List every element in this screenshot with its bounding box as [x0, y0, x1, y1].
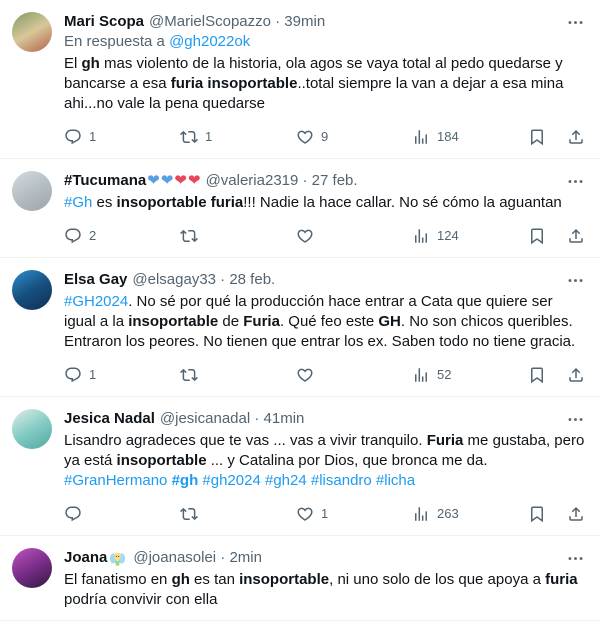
- tweet-text: [64, 54, 585, 114]
- views-count: 263: [437, 506, 459, 521]
- reply-context-text: En respuesta a: [64, 33, 170, 50]
- action-bar: [64, 225, 585, 247]
- display-name: Mari Scopa: [64, 13, 145, 30]
- text-segment: El: [64, 55, 82, 72]
- text-segment: insoportable furia: [116, 194, 244, 211]
- bookmark-share-group: [528, 505, 585, 523]
- views-count: 184: [437, 129, 459, 144]
- like-icon: [296, 128, 314, 146]
- text-segment: es: [92, 194, 117, 211]
- handle-and-time: @elsagay33 · 28 feb.: [132, 271, 276, 288]
- text-segment: , ni uno solo de los que apoya a: [329, 571, 546, 588]
- rt-count: 1: [205, 129, 213, 144]
- tweet-content: [64, 171, 589, 247]
- views-button[interactable]: [412, 505, 528, 523]
- avatar[interactable]: [12, 171, 52, 211]
- heart-emoji: ❤: [174, 172, 187, 189]
- hashtag-link[interactable]: #Gh: [64, 194, 93, 211]
- tweet-header: [64, 409, 585, 429]
- retweet-button[interactable]: [180, 128, 296, 146]
- more-menu-button[interactable]: [558, 13, 585, 32]
- rt-icon: [180, 366, 198, 384]
- handle-and-time: @valeria2319 · 27 feb.: [205, 172, 358, 189]
- text-segment: Furia: [243, 313, 280, 330]
- text-segment: . No son chicos queribles. Entraron los peores. No tienen que entrar los ex. Saben todo no tiene gracia.: [64, 313, 576, 350]
- reply-button[interactable]: [64, 227, 180, 245]
- views-count: 52: [437, 367, 452, 382]
- like-button[interactable]: [296, 366, 412, 384]
- tweet-content: [64, 548, 589, 610]
- tweet-text: [64, 431, 585, 491]
- like-count: 1: [321, 506, 329, 521]
- display-name: Jesica Nadal: [64, 410, 155, 427]
- bookmark-button[interactable]: [528, 366, 546, 384]
- tweet-content: [64, 409, 589, 525]
- tweet-header: [64, 12, 585, 32]
- hashtag-link[interactable]: #GH2024: [64, 293, 129, 310]
- more-menu-button[interactable]: [558, 271, 585, 290]
- display-name: #Tucumana: [64, 172, 147, 189]
- text-segment: gh: [171, 571, 190, 588]
- views-button[interactable]: [412, 128, 528, 146]
- like-button[interactable]: [296, 505, 412, 523]
- reply-count: 1: [89, 367, 97, 382]
- like-icon: [296, 505, 314, 523]
- share-button[interactable]: [567, 227, 585, 245]
- tweet-header: [64, 171, 585, 191]
- text-segment: podría convivir con ella: [64, 591, 218, 608]
- hashtag-link[interactable]: #gh24: [264, 472, 307, 489]
- display-name: Elsa Gay: [64, 271, 128, 288]
- text-segment: ..total siempre la van a dejar a esa mina ahi...no vale la pena quedarse: [64, 75, 564, 112]
- avatar[interactable]: [12, 548, 52, 588]
- text-segment: insoportable: [239, 571, 330, 588]
- hashtag-link[interactable]: #GranHermano: [64, 472, 168, 489]
- retweet-button[interactable]: [180, 227, 296, 245]
- reply-icon: [64, 505, 82, 523]
- action-bar: [64, 503, 585, 525]
- text-segment: insoportable: [128, 313, 219, 330]
- handle-and-time: @joanasolei · 2min: [133, 549, 262, 566]
- reply-icon: [64, 366, 82, 384]
- reply-button[interactable]: [64, 505, 180, 523]
- text-segment: gh: [81, 55, 100, 72]
- tweet[interactable]: [0, 159, 601, 258]
- handle-and-time: @MarielScopazzo · 39min: [149, 13, 326, 30]
- tweet-header: [64, 548, 585, 568]
- text-segment: ... y Catalina por Dios, que bronca me da.: [206, 452, 488, 469]
- tweet[interactable]: [0, 536, 601, 621]
- text-segment: me gustaba, pero ya está: [64, 432, 585, 469]
- rt-icon: [180, 505, 198, 523]
- heart-emoji: ❤: [160, 172, 174, 189]
- views-icon: [412, 227, 430, 245]
- text-segment: Furia: [426, 432, 464, 449]
- reply-count: 2: [89, 228, 97, 243]
- more-menu-button[interactable]: [558, 549, 585, 568]
- text-segment: Lisandro agradeces que te vas ... vas a vivir tranquilo.: [64, 432, 427, 449]
- hashtag-link[interactable]: #gh2024: [202, 472, 261, 489]
- bookmark-button[interactable]: [528, 128, 546, 146]
- bookmark-share-group: [528, 227, 585, 245]
- text-segment: es tan: [189, 571, 240, 588]
- more-menu-button[interactable]: [558, 410, 585, 429]
- text-segment: de: [218, 313, 244, 330]
- hashtag-link[interactable]: #lisandro: [310, 472, 372, 489]
- reply-context: [64, 32, 585, 52]
- like-button[interactable]: [296, 227, 412, 245]
- tweet[interactable]: [0, 258, 601, 397]
- tweet-text: [64, 570, 585, 610]
- rt-icon: [180, 128, 198, 146]
- like-icon: [296, 366, 314, 384]
- text-segment: insoportable: [116, 452, 207, 469]
- text-segment: El fanatismo en: [64, 571, 172, 588]
- tweet-content: [64, 12, 589, 148]
- text-segment: mas violento de la historia, ola agos se vaya total al pedo quedarse y bancarse a esa: [64, 55, 563, 92]
- handle-and-time: @jesicanadal · 41min: [159, 410, 305, 427]
- bookmark-share-group: [528, 366, 585, 384]
- like-count: 9: [321, 129, 329, 144]
- retweet-button[interactable]: [180, 505, 296, 523]
- rt-icon: [180, 227, 198, 245]
- action-bar: [64, 126, 585, 148]
- text-segment: . No sé por qué la producción hace entrar a Cata que quiere ser igual a la: [64, 293, 553, 330]
- avatar[interactable]: [12, 270, 52, 310]
- fairy-emoji: [107, 550, 128, 567]
- heart-emoji: ❤: [147, 172, 160, 189]
- share-button[interactable]: [567, 128, 585, 146]
- reply-button[interactable]: [64, 128, 180, 146]
- hashtag-link[interactable]: #gh: [171, 472, 199, 489]
- views-icon: [412, 366, 430, 384]
- tweet[interactable]: [0, 397, 601, 536]
- avatar[interactable]: [12, 12, 52, 52]
- views-button[interactable]: [412, 227, 528, 245]
- more-menu-button[interactable]: [558, 172, 585, 191]
- reply-icon: [64, 128, 82, 146]
- tweet-content: [64, 270, 589, 386]
- bookmark-share-group: [528, 128, 585, 146]
- tweet[interactable]: [0, 0, 601, 159]
- hashtag-link[interactable]: #licha: [375, 472, 416, 489]
- bookmark-button[interactable]: [528, 505, 546, 523]
- views-count: 124: [437, 228, 459, 243]
- text-segment: !!! Nadie la hace callar. No sé cómo la aguantan: [243, 194, 562, 211]
- action-bar: [64, 364, 585, 386]
- display-name: Joana: [64, 549, 108, 566]
- reply-button[interactable]: [64, 366, 180, 384]
- mention-link[interactable]: @gh2022ok: [169, 33, 251, 50]
- avatar[interactable]: [12, 409, 52, 449]
- tweet-header: [64, 270, 585, 290]
- text-segment: furia insoportable: [170, 75, 298, 92]
- retweet-button[interactable]: [180, 366, 296, 384]
- like-icon: [296, 227, 314, 245]
- tweet-text: [64, 193, 585, 213]
- heart-emoji: ❤: [187, 172, 201, 189]
- tweet-text: [64, 292, 585, 352]
- views-icon: [412, 505, 430, 523]
- views-button[interactable]: [412, 366, 528, 384]
- reply-icon: [64, 227, 82, 245]
- text-segment: GH: [378, 313, 401, 330]
- text-segment: furia: [545, 571, 578, 588]
- reply-count: 1: [89, 129, 97, 144]
- bookmark-button[interactable]: [528, 227, 546, 245]
- share-button[interactable]: [567, 505, 585, 523]
- views-icon: [412, 128, 430, 146]
- like-button[interactable]: [296, 128, 412, 146]
- text-segment: . Qué feo este: [279, 313, 379, 330]
- share-button[interactable]: [567, 366, 585, 384]
